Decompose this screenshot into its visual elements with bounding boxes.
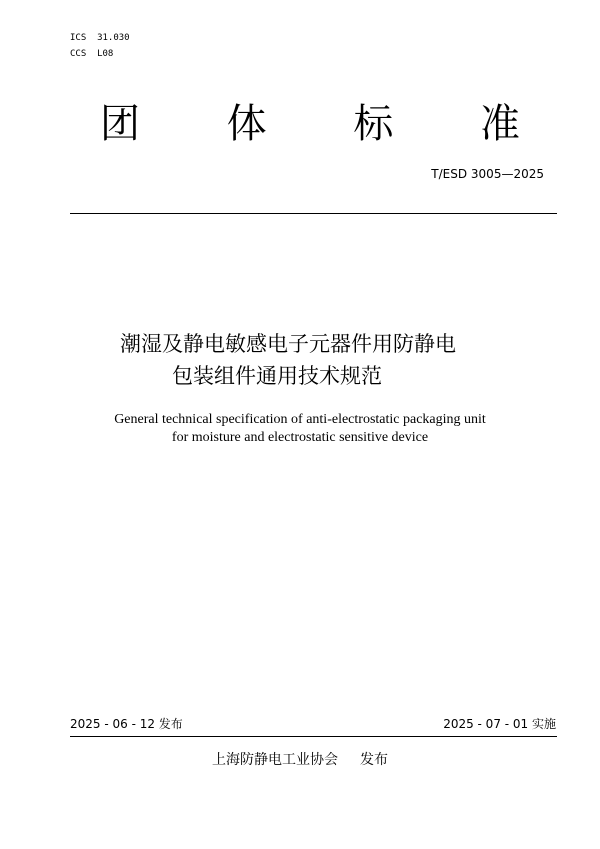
document-type-title	[100, 96, 520, 152]
title-char-1: 团	[100, 101, 140, 147]
english-title-line-2: for moisture and electrostatic sensitive device	[171, 430, 429, 445]
header-divider	[70, 213, 557, 214]
issuer-name: 上海防静电工业协会	[212, 752, 338, 768]
title-char-4: 准	[479, 101, 520, 147]
title-char-3: 标	[353, 101, 394, 147]
chinese-title	[120, 328, 550, 392]
issuer-suffix: 发布	[360, 752, 388, 768]
english-title	[60, 411, 540, 447]
publish-date: 2025 - 06 - 12 发布	[70, 717, 183, 731]
implement-date: 2025 - 07 - 01 实施	[443, 717, 556, 731]
chinese-title-line-2: 包装组件通用技术规范	[172, 364, 382, 388]
standard-number: T/ESD 3005—2025	[431, 167, 544, 181]
footer-divider	[70, 736, 557, 737]
english-title-line-1: General technical specification of anti-electrostatic packaging unit	[114, 412, 486, 427]
chinese-title-line-1: 潮湿及静电敏感电子元器件用防静电	[120, 332, 456, 356]
title-char-2: 体	[226, 101, 267, 147]
ccs-code: CCS L08	[70, 49, 114, 59]
issuer-line	[0, 750, 600, 770]
classification-codes	[70, 30, 130, 62]
ics-code: ICS 31.030	[70, 33, 130, 43]
